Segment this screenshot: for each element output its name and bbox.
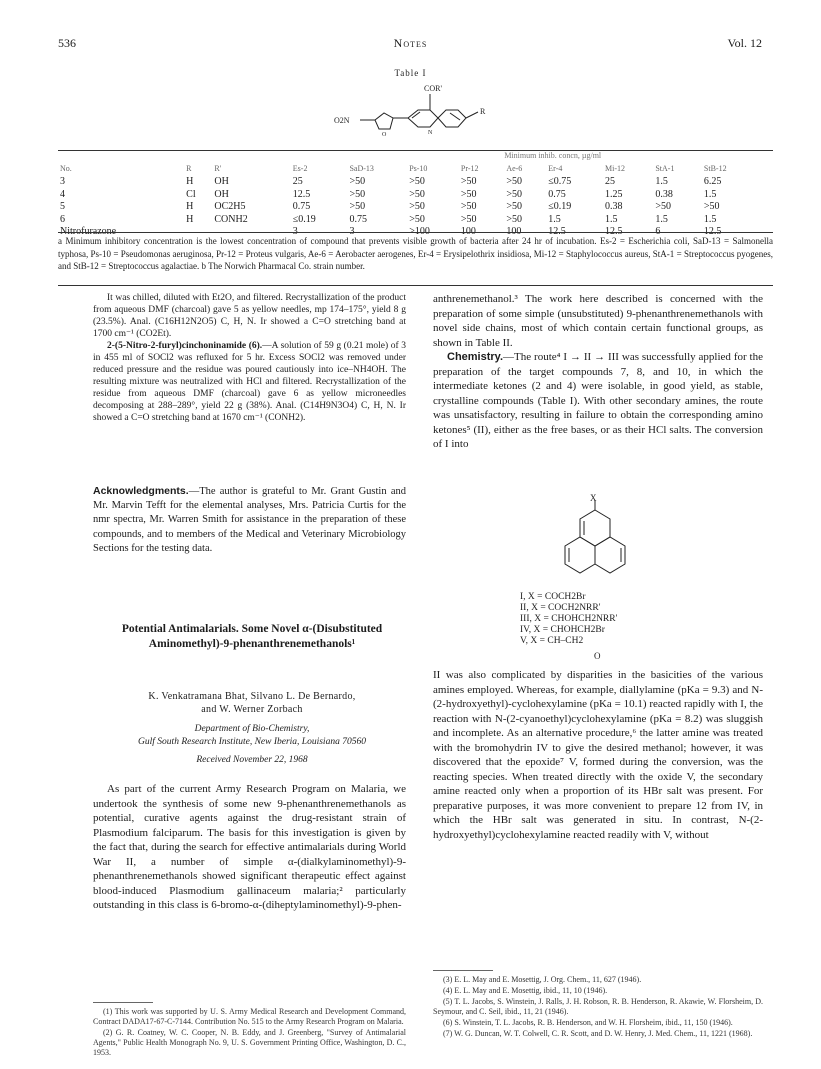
table-cell: 0.38 — [655, 188, 673, 200]
svg-text:N: N — [428, 130, 433, 136]
column-header: Es-2 — [292, 163, 308, 173]
column-header: Pr-12 — [460, 163, 479, 173]
table-cell: 0.75 — [349, 213, 367, 225]
compound-list — [520, 592, 660, 647]
column-header: Ae-6 — [506, 163, 523, 173]
right-column-text-2 — [433, 668, 763, 842]
experimental-paragraph-1: It was chilled, diluted with Et2O, and filtered. Recrystallization of the product from aqueous DMF (charcoal) gave 5 as yellow needles, mp 174–175°, yield 8 g (23.5%). Anal. (C16H12N2O5) C, H, N. Ir showed a C=O stretching band at 1700 cm⁻¹ (CO2Et). — [93, 293, 406, 339]
column-header: StA-1 — [655, 163, 675, 173]
right-paragraph-2: II was also complicated by disparities in the basicities of the various amines employed. Whereas, for example, diallylamine (pKa = 9.3) and N-(2-hydroxyethyl)-cyclohexylamine (pKa = 10.1) reacted rapidly with I, the reaction with N-(2-cyanoethyl)cyclohexylamine (pKa = 8.2) was sluggish and incomplete. As an alternative procedure,⁶ the latter amine was treated with the bromohydrin IV to give the desired methanol; however, it was discovered that the epoxide⁷ V, formed during the conversion, was the reacting species. When treated directly with the oxide V, the secondary amine reacted only when a proportion of its HBr salt was present. For preparative purposes, it was more convenient to prepare 12 from IV, in which the HBr salt was generated in situ. In contrast, N-(2-hydroxyethyl)cyclohexylamine reacted readily with V, without — [433, 669, 763, 841]
footnote-6: (6) S. Winstein, T. L. Jacobs, R. B. Henderson, and W. H. Florsheim, ibid., 11, 150 (1946). — [443, 1018, 733, 1027]
epoxide-oxygen: O — [594, 651, 601, 661]
affiliation — [82, 723, 422, 748]
table-cell: 1.5 — [548, 213, 561, 225]
table-cell: 6 — [60, 213, 65, 225]
authors — [82, 690, 422, 716]
chemistry-text: —The route⁴ I → II → III was successfully applied for the preparation of the target compounds 7, 8, and 10, in which the intermediate ketones (2 and 4) were isolable, in good yield, as stable, crystalline compounds (Table I). With other secondary amines, the route was unsatisfactory, resulting in failure to obtain the corresponding amino ketones⁵ (II), either as the free bases, or as their HCl salts. The conversion of I into — [433, 351, 763, 450]
table-row — [58, 201, 758, 214]
substituent-left: O2N — [334, 116, 350, 125]
table-cell: 0.75 — [548, 188, 566, 200]
table-cell: ≤0.19 — [292, 213, 316, 225]
table-cell: >50 — [506, 188, 522, 200]
table-cell: 1.5 — [703, 188, 717, 200]
table-cell: 1.5 — [703, 213, 717, 225]
table-cell: Cl — [186, 188, 196, 200]
column-header: SaD-13 — [349, 163, 374, 173]
table-cell: H — [186, 201, 194, 212]
mic-header: Minimum inhib. concn, µg/ml — [504, 151, 602, 160]
running-header: Notes — [393, 36, 428, 50]
footnote-1: (1) This work was supported by U. S. Army Medical Research and Development Command, Contract DADA17-67-C-7144. Contribution No. 515 to the Army Research Program on Malaria. — [93, 1007, 406, 1026]
table-row — [58, 214, 758, 227]
compound-item: V, X = CH–CH2 — [520, 636, 584, 646]
compound-item: I, X = COCH2Br — [520, 592, 586, 602]
table-cell: 1.5 — [604, 213, 618, 225]
intro-paragraph: As part of the current Army Research Program on Malaria, we undertook the synthesis of some new 9-phenanthrenemethanols as potential, curative agents against the drug-resistant strain of Plasmodium falciparum. The basis for this investigation is given by the fact that, during the search for effective antimalarials during World War II, a number of simple α-(dialkylaminomethyl)-9-phenanthrenemethanols showed significant therapeutic effect against blood-induced Plasmodium gallinaceum malaria;² particularly outstanding in this class is 6-bromo-α-(diheptylaminomethyl)-9-phen- — [93, 783, 406, 911]
ack-text: —The author is grateful to Mr. Grant Gustin and Mr. Marvin Tefft for the elemental analyses, Mrs. Patricia Curtis for the nmr spectra, Mr. Warren Smith for assistance in the preparation of these compounds, and to members of the Medical and Veterinary Microbiology Sections for the testing data. — [93, 486, 406, 554]
table-cell: 5 — [60, 201, 65, 212]
introduction — [93, 782, 406, 913]
acknowledgments — [93, 484, 406, 556]
table-cell: CONH2 — [214, 213, 248, 225]
footnote-3: (3) E. L. May and E. Mosettig, J. Org. Chem., 11, 627 (1946). — [443, 975, 642, 984]
authors-line-1: K. Venkatramana Bhat, Silvano L. De Bernardo, — [148, 691, 356, 702]
department: Department of Bio-Chemistry, — [194, 724, 310, 734]
footnote-4: (4) E. L. May and E. Mosettig, ibid., 11, 10 (1946). — [443, 986, 608, 995]
compound-item: III, X = CHOHCH2NRR' — [520, 614, 618, 624]
right-paragraph-1: anthrenemethanol.³ The work here described is concerned with the preparation of some simple (unsubstituted) 9-phenanthrenemethanols with novel side chains, most of which contain certain functional groups, as shown in Table II. — [433, 293, 763, 349]
right-footnotes — [433, 975, 763, 1040]
compound-6-title: 2-(5-Nitro-2-furyl)cinchoninamide (6). — [107, 341, 263, 351]
table-row — [58, 189, 758, 202]
table-cell: >50 — [409, 213, 425, 225]
column-header: StB-12 — [703, 163, 727, 173]
volume-label: Vol. 12 — [727, 36, 762, 50]
chemistry-title: Chemistry. — [447, 351, 504, 363]
table-cell: H — [186, 213, 194, 225]
table-cell: >50 — [409, 201, 425, 212]
table-cell: H — [186, 176, 194, 187]
table-cell: OC2H5 — [214, 201, 246, 212]
table-cell: >50 — [349, 176, 366, 187]
column-header: No. — [60, 163, 72, 173]
column-header: R — [186, 163, 192, 173]
table-cell: >50 — [506, 213, 522, 225]
page-number: 536 — [58, 36, 76, 50]
table-cell: OH — [214, 176, 229, 187]
table-cell: >50 — [409, 176, 425, 187]
table-cell: 25 — [604, 176, 615, 187]
authors-line-2: and W. Werner Zorbach — [201, 704, 303, 715]
table-cell: >50 — [460, 201, 477, 212]
substituent-top: COR' — [424, 84, 442, 93]
compound-item: IV, X = CHOHCH2Br — [520, 625, 605, 635]
struct-x-top: X — [590, 493, 597, 503]
experimental-paragraph-2: —A solution of 59 g (0.21 mole) of 3 in 455 ml of SOCl2 was refluxed for 5 hr. Excess SOCl2 was removed under reduced pressure and the residue was poured cautiously into ice–NH4OH. The resulting mixture was neutralized with HCl and filtered. Recrystallization of the residue from aqueous DMF (charcoal) gave 6 as yellow microneedles decomposing at 288–289°, yield 22 g (38%). Anal. (C14H9N3O4) C, H, N. Ir showed a C=O stretching band at 1670 cm⁻¹ (CONH2). — [93, 341, 406, 423]
table-cell: >50 — [655, 201, 671, 212]
table-cell: >50 — [409, 188, 425, 200]
table-cell: >50 — [506, 201, 522, 212]
compound-item: II, X = COCH2NRR' — [520, 603, 601, 613]
table-cell: >50 — [703, 201, 720, 212]
left-footnotes — [93, 1007, 406, 1059]
table-cell: >50 — [506, 176, 522, 187]
table-cell: 0.38 — [604, 201, 623, 212]
table-cell: 6.25 — [703, 176, 722, 187]
table-cell: >50 — [460, 188, 477, 200]
column-header: Ps-10 — [409, 163, 428, 173]
mic-table — [58, 150, 758, 239]
column-header: Er-4 — [548, 163, 563, 173]
table-cell: >50 — [349, 201, 366, 212]
table-cell: >50 — [460, 176, 477, 187]
table-cell: >50 — [460, 213, 477, 225]
table-cell: 4 — [60, 188, 65, 200]
table-cell: OH — [214, 188, 229, 200]
table-cell: 1.25 — [604, 188, 623, 200]
table-cell: ≤0.19 — [548, 201, 572, 212]
table-cell: 12.5 — [292, 188, 311, 200]
footnote-7: (7) W. G. Duncan, W. T. Colwell, C. R. Scott, and D. W. Henry, J. Med. Chem., 11, 1221 (1968). — [443, 1029, 753, 1038]
footnote-2: (2) G. R. Coatney, W. C. Cooper, N. B. Eddy, and J. Greenberg, "Survey of Antimalarial Agents," Public Health Monograph No. 9, U. S. Government Printing Office, Washington, D. C., 1953. — [93, 1028, 406, 1057]
footnote-5: (5) T. L. Jacobs, S. Winstein, J. Ralls, J. H. Robson, R. B. Henderson, R. Akawie, W. Florsheim, D. Seymour, and C. Seil, ibid., 11, 21 (1946). — [433, 997, 763, 1016]
experimental-text — [93, 292, 406, 424]
svg-text:O: O — [382, 132, 387, 138]
table-cell: >50 — [349, 188, 366, 200]
right-column-text — [433, 292, 763, 452]
table-cell: 3 — [60, 176, 65, 187]
table-cell: 1.5 — [655, 176, 668, 187]
received-date: Received November 22, 1968 — [196, 755, 308, 765]
ack-title: Acknowledgments. — [93, 485, 189, 497]
table-cell: ≤0.75 — [548, 176, 572, 187]
table-cell: 0.75 — [292, 201, 311, 212]
column-header: Mi-12 — [604, 163, 625, 173]
table-footnote: a Minimum inhibitory concentration is the lowest concentration of compound that prevents visible growth of bacteria after 24 hr of incubation. Es-2 = Escherichia coli, SaD-13 = Salmonella typhosa, Ps-10 = Pseudomonas aeruginosa, Pr-12 = Proteus vulgaris, Ae-6 = Aerobacter aerogenes, Er-4 = Erysipelothrix insidiosa, Mi-12 = Staphylococcus aureus, StA-1 = Streptococcus pyogenes, and StB-12 = Streptococcus agalactiae. b The Norwich Pharmacal Co. strain number. — [58, 236, 773, 271]
table-cell: 1.5 — [655, 213, 668, 225]
substituent-right: R — [480, 107, 486, 116]
article-title: Potential Antimalarials. Some Novel α-(Disubstituted Aminomethyl)-9-phenanthrenemethanols¹ — [121, 623, 383, 650]
institute: Gulf South Research Institute, New Iberia, Louisiana 70560 — [138, 736, 366, 747]
table-row — [58, 176, 758, 189]
table-title: Table I — [394, 68, 427, 78]
nitrofuryl-quinoline-structure — [320, 80, 520, 152]
column-header: R' — [214, 163, 222, 173]
table-cell: 25 — [292, 176, 303, 187]
